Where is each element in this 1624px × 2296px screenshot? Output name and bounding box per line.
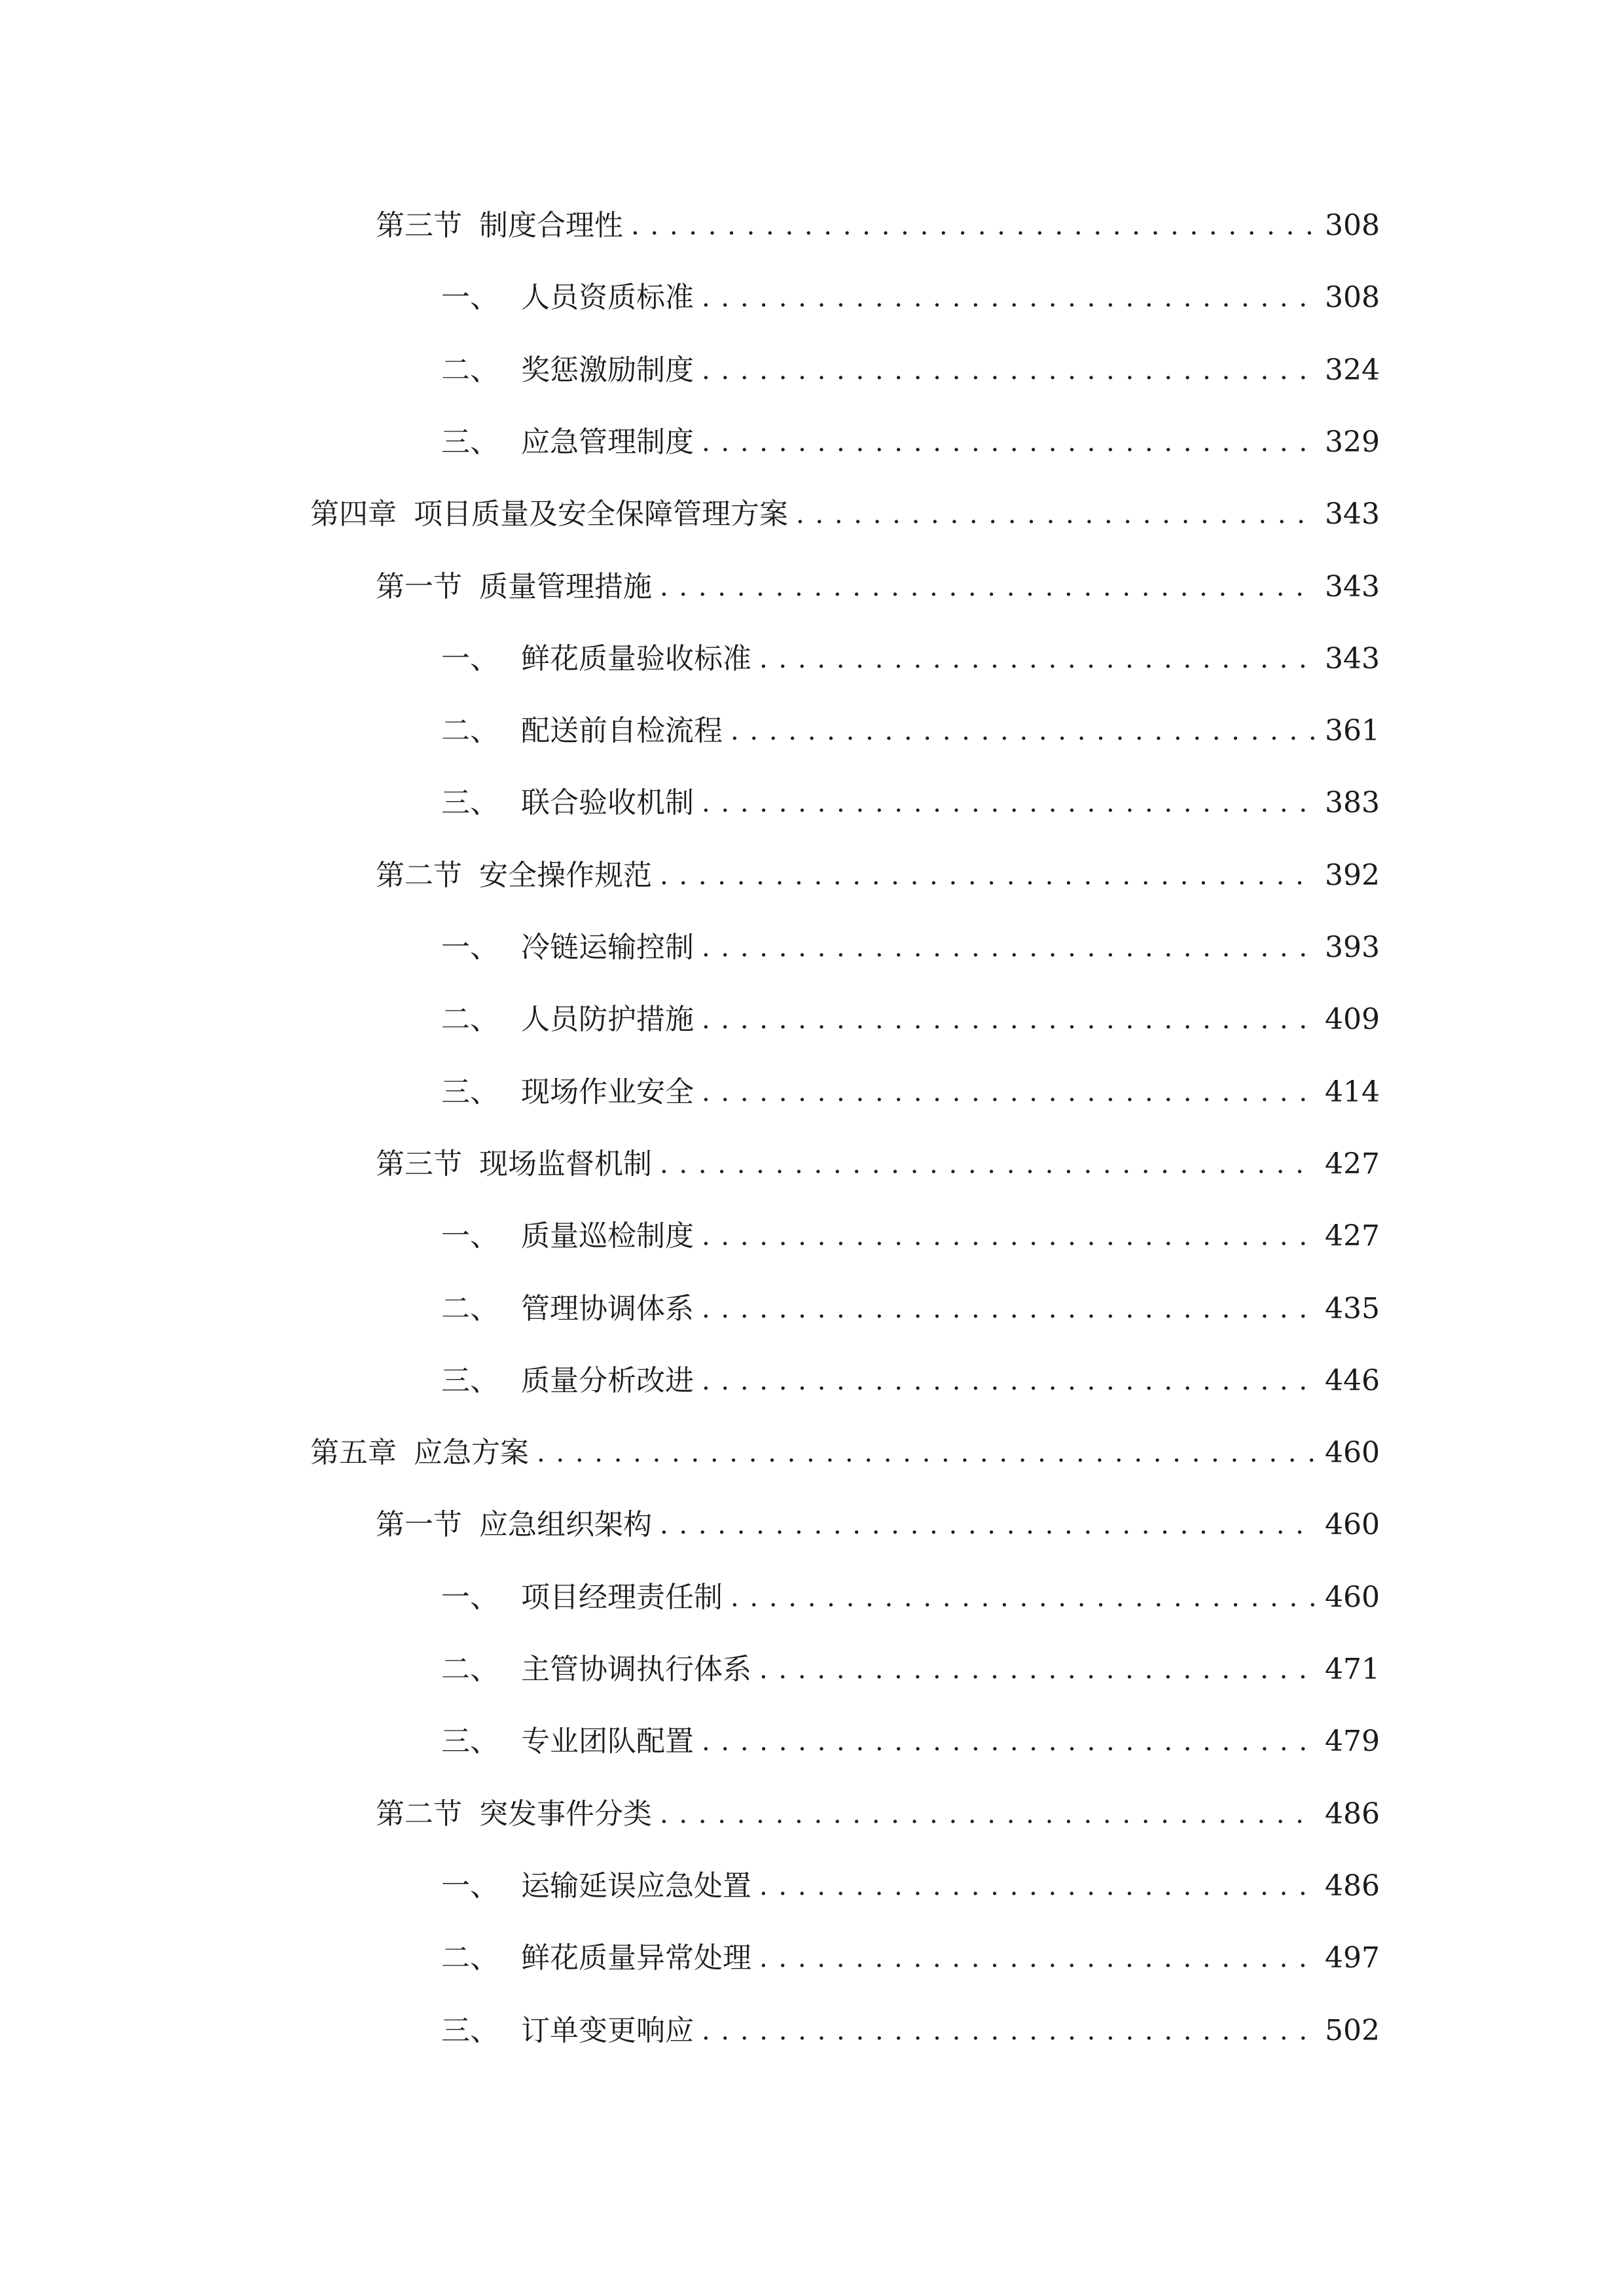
toc-entry-number: 二、: [441, 714, 499, 747]
toc-dot-leader: [660, 1791, 1316, 1837]
toc-entry-label: [376, 853, 652, 899]
toc-entry-item[interactable]: [441, 275, 1380, 321]
toc-entry-title: 订单变更响应: [521, 2014, 694, 2047]
toc-entry-title: 现场监督机制: [479, 1147, 652, 1181]
toc-dot-leader: [660, 564, 1316, 610]
toc-entry-number: 二、: [441, 1292, 499, 1325]
toc-entry-title: 应急方案: [414, 1436, 529, 1469]
toc-dot-leader: [731, 708, 1316, 754]
toc-dot-leader: [631, 203, 1316, 249]
toc-entry-item[interactable]: [441, 1358, 1380, 1404]
toc-dot-leader: [759, 1647, 1316, 1693]
toc-entry-number: 三、: [441, 425, 499, 459]
toc-entry-label: [441, 1719, 694, 1765]
toc-entry-title: 鲜花质量异常处理: [521, 1941, 751, 1975]
toc-page-number: 427: [1325, 1219, 1380, 1253]
toc-dot-leader: [702, 275, 1316, 321]
toc-page-number: 502: [1325, 2014, 1380, 2047]
toc-dot-leader: [660, 853, 1316, 899]
toc-entry-title: 配送前自检流程: [521, 714, 723, 747]
toc-dot-leader: [702, 925, 1316, 971]
toc-entry-item[interactable]: [441, 1213, 1380, 1259]
toc-entry-label: [441, 348, 694, 393]
toc-entry-number: 一、: [441, 281, 499, 314]
toc-entry-label: [441, 925, 694, 971]
toc-entry-item[interactable]: [441, 925, 1380, 971]
toc-entry-section[interactable]: [376, 1502, 1380, 1548]
toc-entry-number: 三、: [441, 1364, 499, 1397]
toc-entry-title: 主管协调执行体系: [521, 1653, 751, 1686]
toc-entry-title: 质量分析改进: [521, 1364, 694, 1397]
toc-page-number: 343: [1325, 497, 1380, 531]
toc-page-number: 435: [1325, 1292, 1380, 1325]
toc-entry-section[interactable]: [376, 564, 1380, 610]
toc-entry-section[interactable]: [376, 1791, 1380, 1837]
toc-entry-item[interactable]: [441, 708, 1380, 754]
toc-entry-number: 第四章: [310, 497, 397, 531]
toc-dot-leader: [702, 1719, 1316, 1765]
toc-entry-title: 管理协调体系: [521, 1292, 694, 1325]
toc-entry-number: 第一节: [376, 1508, 462, 1541]
toc-page-number: 361: [1325, 714, 1380, 747]
toc-entry-title: 项目经理责任制: [521, 1581, 723, 1614]
toc-page-number: 392: [1325, 859, 1380, 892]
toc-entry-number: 一、: [441, 1869, 499, 1903]
toc-page-number: 479: [1325, 1725, 1380, 1758]
toc-entry-title: 安全操作规范: [479, 859, 652, 892]
toc-entry-label: [310, 492, 788, 537]
toc-dot-leader: [702, 997, 1316, 1043]
toc-entry-item[interactable]: [441, 1719, 1380, 1765]
toc-entry-section[interactable]: [376, 853, 1380, 899]
toc-page-number: 383: [1325, 786, 1380, 819]
toc-entry-label: [376, 1791, 652, 1837]
toc-entry-title: 应急组织架构: [479, 1508, 652, 1541]
toc-entry-label: [441, 420, 694, 465]
toc-entry-number: 一、: [441, 1581, 499, 1614]
toc-page-number: 427: [1325, 1147, 1380, 1181]
toc-page-number: 497: [1325, 1941, 1380, 1975]
toc-entry-section[interactable]: [376, 1141, 1380, 1187]
toc-entry-title: 奖惩激励制度: [521, 353, 694, 387]
toc-dot-leader: [660, 1502, 1316, 1548]
toc-page-number: 343: [1325, 642, 1380, 675]
toc-entry-number: 一、: [441, 1219, 499, 1253]
toc-entry-number: 三、: [441, 1075, 499, 1109]
toc-entry-number: 三、: [441, 786, 499, 819]
toc-dot-leader: [702, 348, 1316, 393]
toc-entry-chapter[interactable]: [310, 1430, 1380, 1476]
toc-page-number: 414: [1325, 1075, 1380, 1109]
toc-entry-item[interactable]: [441, 1286, 1380, 1332]
toc-entry-number: 三、: [441, 1725, 499, 1758]
toc-entry-label: [441, 2008, 694, 2054]
toc-entry-label: [441, 1575, 723, 1621]
toc-entry-item[interactable]: [441, 1069, 1380, 1115]
toc-entry-item[interactable]: [441, 420, 1380, 465]
toc-page-number: 486: [1325, 1869, 1380, 1903]
toc-page-number: 308: [1325, 281, 1380, 314]
toc-entry-label: [376, 203, 623, 249]
toc-page-number: 324: [1325, 353, 1380, 387]
toc-dot-leader: [759, 636, 1316, 682]
toc-entry-item[interactable]: [441, 780, 1380, 826]
toc-dot-leader: [731, 1575, 1316, 1621]
toc-entry-number: 一、: [441, 931, 499, 964]
toc-entry-title: 运输延误应急处置: [521, 1869, 751, 1903]
toc-entry-title: 项目质量及安全保障管理方案: [414, 497, 788, 531]
toc-dot-leader: [702, 2008, 1316, 2054]
toc-page-number: 460: [1325, 1508, 1380, 1541]
toc-page-number: 308: [1325, 209, 1380, 242]
toc-dot-leader: [796, 492, 1316, 537]
toc-entry-section[interactable]: [376, 203, 1380, 249]
toc-entry-number: 第三节: [376, 1147, 462, 1181]
toc-entry-title: 现场作业安全: [521, 1075, 694, 1109]
toc-entry-number: 第三节: [376, 209, 462, 242]
toc-entry-title: 鲜花质量验收标准: [521, 642, 751, 675]
toc-page-number: 343: [1325, 570, 1380, 603]
toc-entry-item[interactable]: [441, 348, 1380, 393]
toc-entry-label: [441, 1213, 694, 1259]
toc-dot-leader: [702, 780, 1316, 826]
toc-page-number: 409: [1325, 1003, 1380, 1036]
toc-entry-label: [441, 275, 694, 321]
toc-entry-label: [441, 636, 751, 682]
toc-entry-number: 第二节: [376, 1797, 462, 1831]
toc-dot-leader: [702, 1069, 1316, 1115]
toc-entry-label: [441, 780, 694, 826]
toc-entry-label: [376, 1502, 652, 1548]
toc-dot-leader: [702, 1286, 1316, 1332]
toc-entry-label: [441, 1358, 694, 1404]
toc-dot-leader: [660, 1141, 1316, 1187]
toc-entry-label: [376, 1141, 652, 1187]
toc-entry-title: 突发事件分类: [479, 1797, 652, 1831]
toc-entry-number: 第五章: [310, 1436, 397, 1469]
toc-dot-leader: [759, 1863, 1316, 1909]
toc-entry-label: [310, 1430, 529, 1476]
toc-entry-number: 三、: [441, 2014, 499, 2047]
toc-entry-item[interactable]: [441, 1575, 1380, 1621]
toc-entry-title: 人员防护措施: [521, 1003, 694, 1036]
toc-page-number: 446: [1325, 1364, 1380, 1397]
toc-entry-label: [441, 997, 694, 1043]
toc-entry-item[interactable]: [441, 997, 1380, 1043]
toc-entry-label: [441, 1069, 694, 1115]
toc-entry-number: 一、: [441, 642, 499, 675]
toc-dot-leader: [537, 1430, 1316, 1476]
toc-dot-leader: [702, 420, 1316, 465]
toc-page-number: 329: [1325, 425, 1380, 459]
toc-entry-title: 专业团队配置: [521, 1725, 694, 1758]
toc-entry-number: 二、: [441, 1941, 499, 1975]
toc-entry-label: [441, 1647, 751, 1693]
toc-entry-label: [376, 564, 652, 610]
toc-entry-number: 第二节: [376, 859, 462, 892]
toc-dot-leader: [759, 1935, 1316, 1981]
toc-entry-title: 质量管理措施: [479, 570, 652, 603]
toc-entry-title: 应急管理制度: [521, 425, 694, 459]
toc-entry-item[interactable]: [441, 636, 1380, 682]
toc-dot-leader: [702, 1213, 1316, 1259]
toc-entry-title: 人员资质标准: [521, 281, 694, 314]
toc-entry-item[interactable]: [441, 1935, 1380, 1981]
toc-page-number: 460: [1325, 1436, 1380, 1469]
toc-entry-item[interactable]: [441, 2008, 1380, 2054]
toc-entry-number: 第一节: [376, 570, 462, 603]
toc-page-number: 471: [1325, 1653, 1380, 1686]
toc-entry-label: [441, 1286, 694, 1332]
toc-entry-title: 联合验收机制: [521, 786, 694, 819]
toc-dot-leader: [702, 1358, 1316, 1404]
toc-entry-item[interactable]: [441, 1647, 1380, 1693]
toc-entry-number: 二、: [441, 1653, 499, 1686]
toc-entry-title: 质量巡检制度: [521, 1219, 694, 1253]
toc-entry-label: [441, 708, 723, 754]
toc-page-number: 393: [1325, 931, 1380, 964]
toc-entry-chapter[interactable]: [310, 492, 1380, 537]
toc-entry-item[interactable]: [441, 1863, 1380, 1909]
toc-entry-label: [441, 1935, 751, 1981]
toc-entry-number: 二、: [441, 353, 499, 387]
toc-entry-number: 二、: [441, 1003, 499, 1036]
toc-entry-label: [441, 1863, 751, 1909]
toc-page-number: 486: [1325, 1797, 1380, 1831]
toc-page-number: 460: [1325, 1581, 1380, 1614]
toc-entry-title: 制度合理性: [479, 209, 623, 242]
toc-entry-title: 冷链运输控制: [521, 931, 694, 964]
